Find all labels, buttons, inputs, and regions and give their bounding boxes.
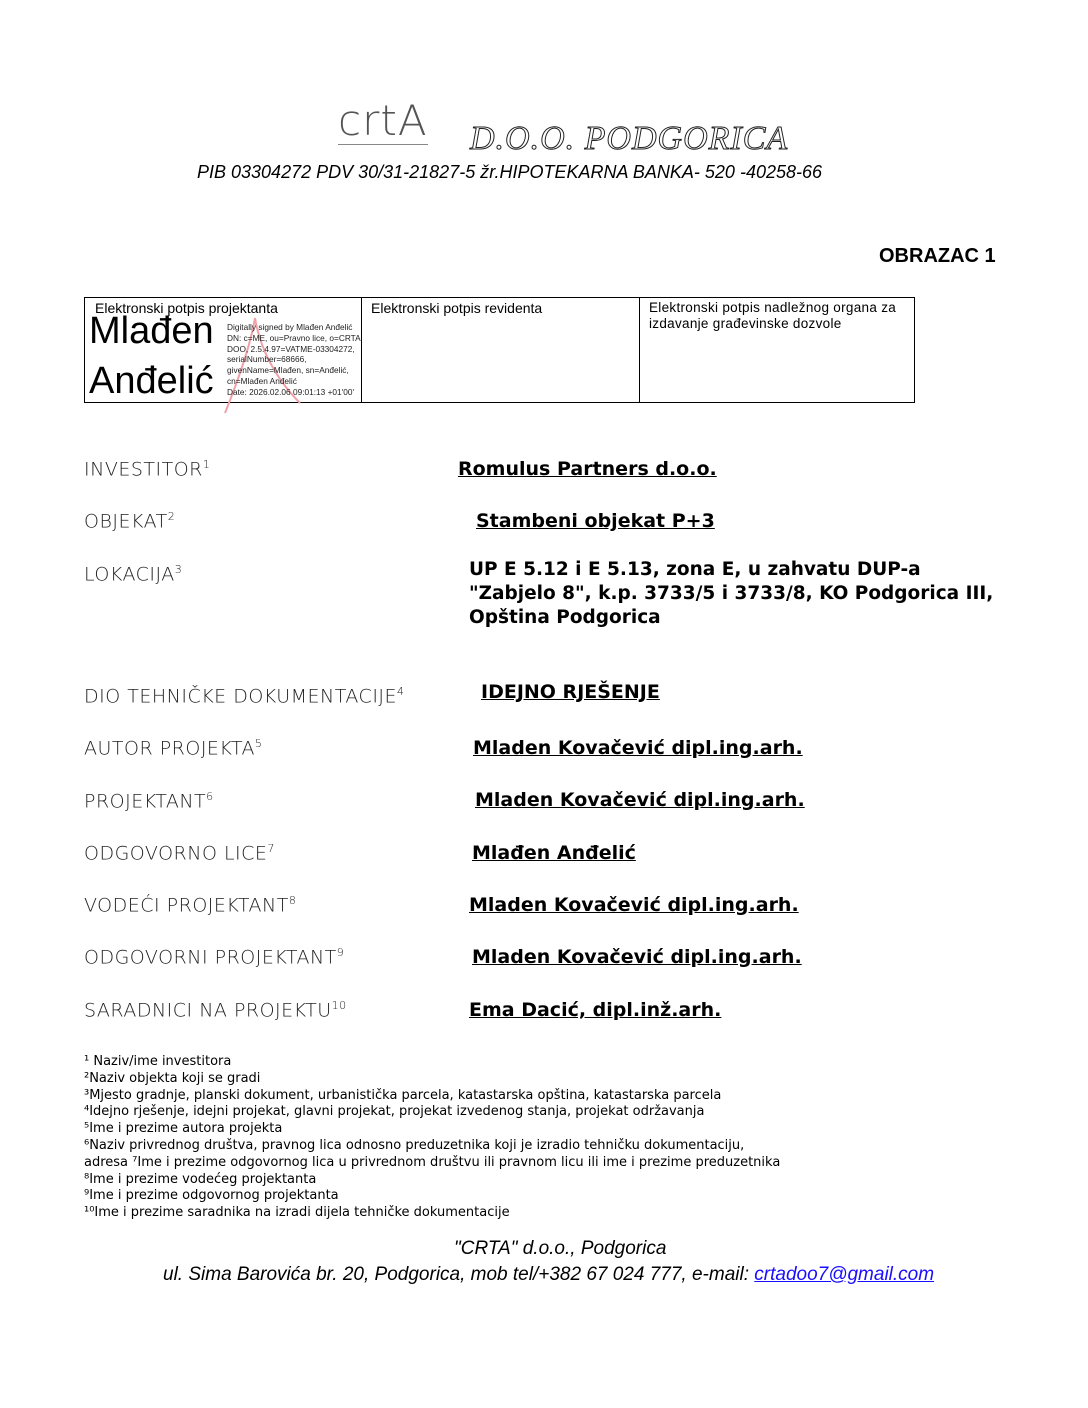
reviewer-signature-cell[interactable] [362, 298, 640, 402]
sig-detail: cn=Mlađen Anđelić [227, 375, 297, 386]
field-label-dio: DIO TEHNIČKE DOKUMENTACIJE$^4$ [84, 685, 405, 708]
field-label-investitor: INVESTITOR$^1$ [84, 458, 211, 481]
signature-details [227, 322, 361, 398]
field-label-projektant: PROJEKTANT$^6$ [84, 790, 214, 813]
field-label-saradnici: SARADNICI NA PROJEKTU$^{10}$ [84, 999, 347, 1022]
footnote: ¹ Naziv/ime investitora [84, 1054, 232, 1069]
field-label-vodeci: VODEĆI PROJEKTANT$^8$ [84, 894, 297, 917]
sig-detail: Date: 2026.02.06 09:01:13 +01'00' [227, 386, 355, 397]
field-label-odgovorno-lice: ODGOVORNO LICE$^7$ [84, 842, 275, 865]
field-value-projektant: Mladen Kovačević dipl.ing.arh. [475, 789, 805, 811]
field-value-odgovorni: Mladen Kovačević dipl.ing.arh. [472, 946, 802, 968]
field-value-autor: Mladen Kovačević dipl.ing.arh. [473, 737, 803, 759]
footnote: ⁶Naziv privrednog društva, pravnog lica odnosno preduzetnika koji je izradio tehničku dokumentaciju, [84, 1137, 745, 1153]
company-registration: PIB 03304272 PDV 30/31-21827-5 žr.HIPOTEKARNA BANKA- 520 -40258-66 [197, 162, 823, 182]
field-value-lokacija [469, 558, 993, 630]
sig-detail: givenName=Mlađen, sn=Anđelić, [227, 365, 349, 376]
form-title: OBRAZAC 1 [879, 245, 996, 267]
signer-first-name: Mlađen [89, 310, 214, 352]
field-value-objekat: Stambeni objekat P+3 [476, 510, 715, 532]
footnote: ³Mjesto gradnje, planski dokument, urbanistička parcela, katastarska opština, katastarska parcela [84, 1087, 722, 1103]
field-label-odgovorni: ODGOVORNI PROJEKTANT$^9$ [84, 946, 345, 969]
signer-last-name: Anđelić [89, 360, 214, 402]
email-link[interactable]: crtadoo7@gmail.com [754, 1264, 935, 1285]
field-label-lokacija: LOKACIJA$^3$ [84, 563, 183, 586]
signature-table [84, 297, 915, 403]
location-line: "Zabjelo 8", k.p. 3733/5 i 3733/8, KO Podgorica III, [469, 583, 994, 604]
footer-company: "CRTA" d.o.o., Podgorica [454, 1238, 667, 1259]
company-logo: crtA [338, 96, 428, 145]
footnote: ¹⁰Ime i prezime saradnika na izradi dijela tehničke dokumentacije [84, 1205, 510, 1221]
field-value-investitor: Romulus Partners d.o.o. [458, 458, 717, 480]
location-line: Opština Podgorica [469, 607, 661, 628]
sig-detail: DN: c=ME, ou=Pravno lice, o=CRTA [227, 332, 361, 343]
location-line: UP E 5.12 i E 5.13, zona E, u zahvatu DUP-a [469, 559, 921, 580]
field-label-objekat: OBJEKAT$^2$ [84, 510, 176, 533]
designer-signature-label: Elektronski potpis projektanta [95, 300, 278, 316]
designer-signature-cell[interactable] [85, 298, 362, 402]
sig-detail: DOO, 2.5.4.97=VATME-03304272, [227, 343, 355, 354]
footnote: ⁸Ime i prezime vodećeg projektanta [84, 1171, 317, 1187]
footnote: ⁹Ime i prezime odgovornog projektanta [84, 1188, 339, 1204]
footer-address [163, 1264, 934, 1286]
sig-detail: serialNumber=68666, [227, 354, 307, 365]
company-name: D.O.O. PODGORICA [470, 120, 789, 157]
field-label-autor: AUTOR PROJEKTA$^5$ [84, 737, 263, 760]
footer-address-text: ul. Sima Barovića br. 20, Podgorica, mob tel/+382 67 024 777, e-mail: [163, 1264, 755, 1285]
footnotes [84, 1054, 780, 1222]
footnote: adresa ⁷Ime i prezime odgovornog lica u privrednom društvu ili pravnom licu ili ime i prezime preduzetnika [84, 1154, 781, 1170]
footnote: ⁴Idejno rješenje, idejni projekat, glavni projekat, projekat izvedenog stanja, projekat održavanja [84, 1104, 705, 1120]
field-value-saradnici: Ema Dacić, dipl.inž.arh. [469, 999, 722, 1021]
field-value-vodeci: Mladen Kovačević dipl.ing.arh. [469, 894, 799, 916]
field-value-dio: IDEJNO RJEŠENJE [481, 681, 660, 703]
authority-signature-label: Elektronski potpis nadležnog organa za izdavanje građevinske dozvole [649, 300, 897, 331]
sig-detail: Digitally signed by Mlađen Anđelić [227, 322, 353, 332]
field-value-odgovorno-lice: Mlađen Anđelić [472, 842, 636, 864]
footnote: ⁵Ime i prezime autora projekta [84, 1121, 283, 1137]
authority-signature-cell[interactable] [640, 298, 914, 402]
footnote: ²Naziv objekta koji se gradi [84, 1070, 261, 1086]
reviewer-signature-label: Elektronski potpis revidenta [371, 300, 543, 316]
